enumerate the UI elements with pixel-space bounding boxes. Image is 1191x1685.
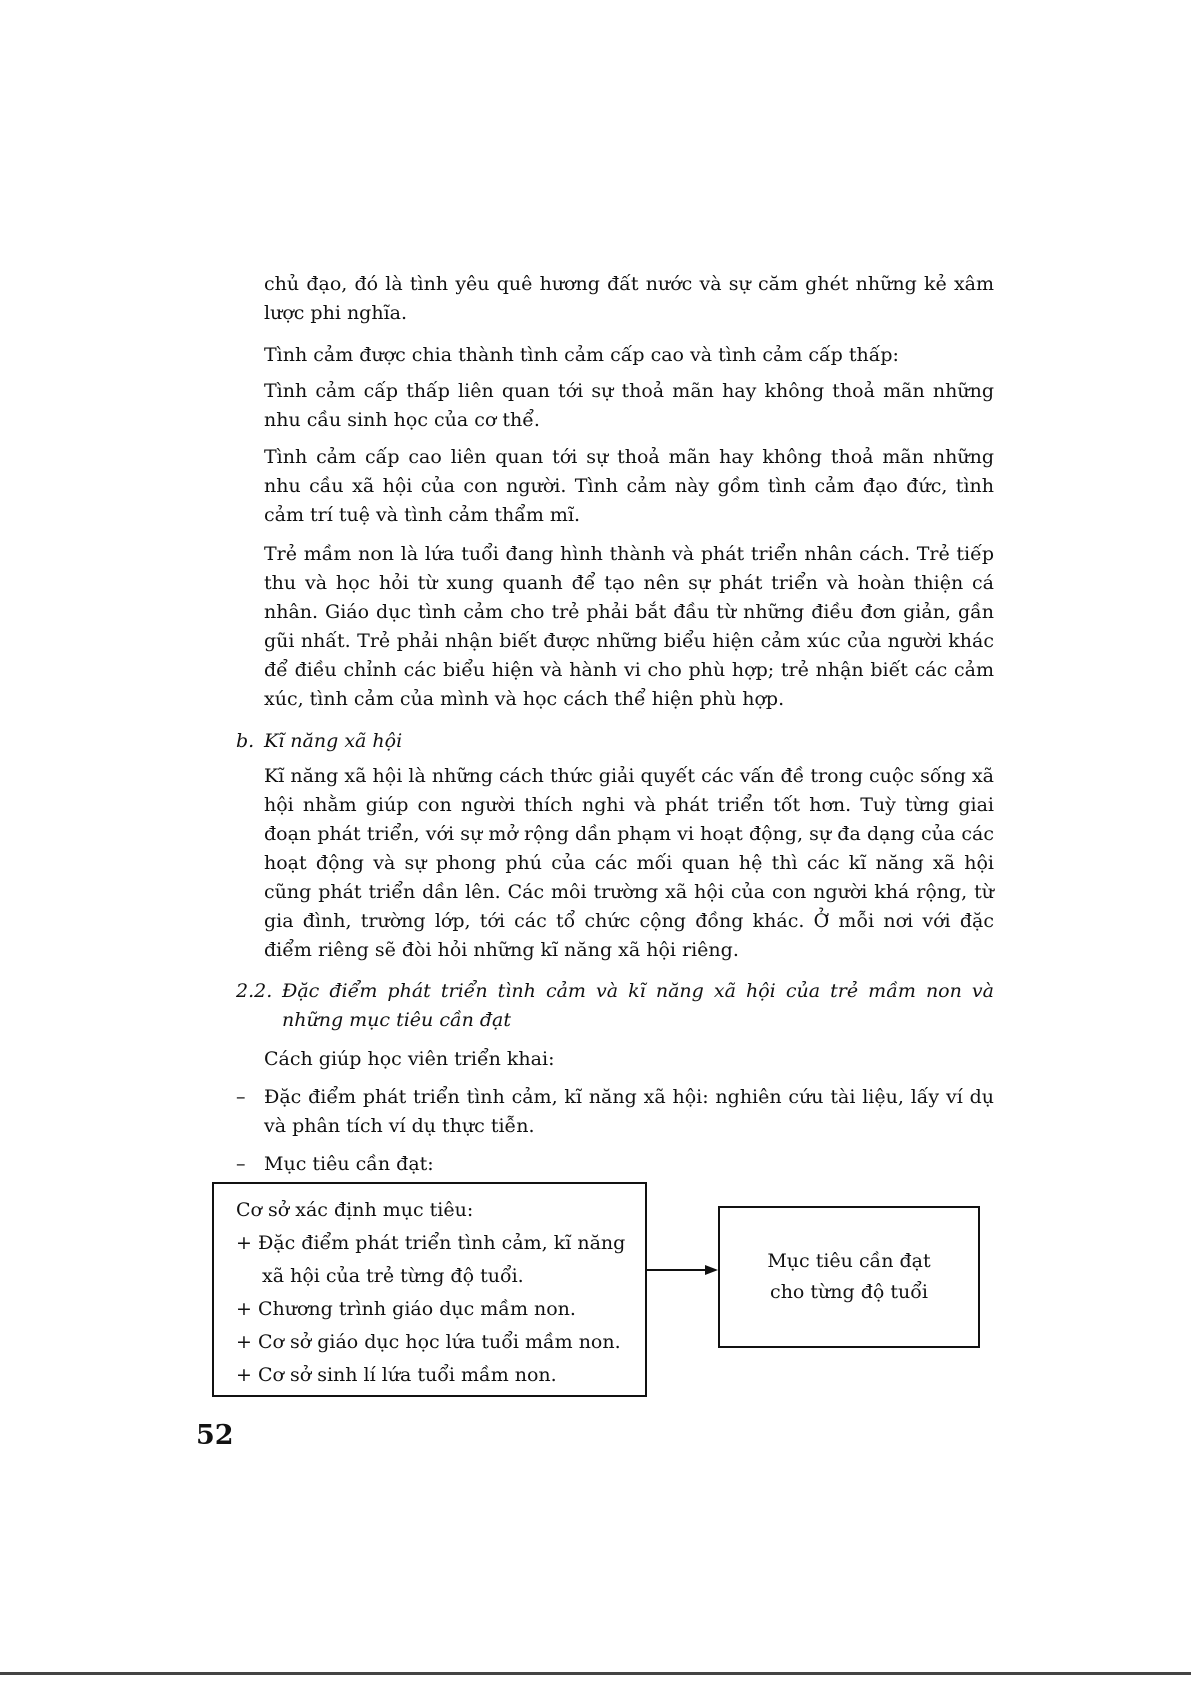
criteria-title: Cơ sở xác định mục tiêu: <box>236 1199 474 1221</box>
heading-b-label: b. <box>236 730 255 752</box>
page-number: 52 <box>196 1420 234 1451</box>
bullet-item-1: Đặc điểm phát triển tình cảm, kĩ năng xã hội: nghiên cứu tài liệu, lấy ví dụ và phân tích ví dụ thực tiễn. <box>264 1086 994 1137</box>
goal-line-2: cho từng độ tuổi <box>770 1281 928 1303</box>
criteria-item-3: + Cơ sở giáo dục học lứa tuổi mầm non. <box>236 1331 621 1353</box>
heading-22-label: 2.2. <box>236 980 273 1002</box>
paragraph-4: Tình cảm cấp cao liên quan tới sự thoả mãn hay không thoả mãn những nhu cầu xã hội của con người. Tình cảm này gồm tình cảm đạo đức, tình cảm trí tuệ và tình cảm thẩm mĩ. <box>264 446 994 526</box>
goal-box <box>718 1206 980 1348</box>
paragraph-2: Tình cảm được chia thành tình cảm cấp cao và tình cảm cấp thấp: <box>264 344 899 366</box>
criteria-item-1: + Đặc điểm phát triển tình cảm, kĩ năng <box>236 1232 626 1254</box>
paragraph-6: Kĩ năng xã hội là những cách thức giải quyết các vấn đề trong cuộc sống xã hội nhằm giúp con người thích nghi và phát triển tốt hơn. Tuỳ từng giai đoạn phát triển, với sự mở rộng dần phạm vi hoạt động, sự đa dạng của các hoạt động và sự phong phú của các mối quan hệ thì các kĩ năng xã hội cũng phát triển dần lên. Các môi trường xã hội của con người khá rộng, từ gia đình, trường lớp, tới các tổ chức cộng đồng khác. Ở mỗi nơi với đặc điểm riêng sẽ đòi hỏi những kĩ năng xã hội riêng. <box>264 765 994 961</box>
bullet-dash-1: – <box>236 1086 246 1108</box>
bullet-dash-2: – <box>236 1153 246 1175</box>
criteria-item-2: + Chương trình giáo dục mầm non. <box>236 1298 576 1320</box>
goal-line-1: Mục tiêu cần đạt <box>767 1250 931 1272</box>
paragraph-7: Cách giúp học viên triển khai: <box>264 1048 555 1070</box>
heading-b-title: Kĩ năng xã hội <box>264 730 403 752</box>
paragraph-5: Trẻ mầm non là lứa tuổi đang hình thành và phát triển nhân cách. Trẻ tiếp thu và học hỏi từ xung quanh để tạo nên sự phát triển và hoàn thiện cá nhân. Giáo dục tình cảm cho trẻ phải bắt đầu từ những điều đơn giản, gần gũi nhất. Trẻ phải nhận biết được những biểu hiện cảm xúc của người khác để điều chỉnh các biểu hiện và hành vi cho phù hợp; trẻ nhận biết các cảm xúc, tình cảm của mình và học cách thể hiện phù hợp. <box>264 543 994 710</box>
paragraph-1: chủ đạo, đó là tình yêu quê hương đất nước và sự căm ghét những kẻ xâm lược phi nghĩa. <box>264 273 994 324</box>
bottom-divider <box>0 1672 1191 1675</box>
bullet-item-2: Mục tiêu cần đạt: <box>264 1153 434 1175</box>
criteria-item-4: + Cơ sở sinh lí lứa tuổi mầm non. <box>236 1364 557 1386</box>
criteria-item-1-cont: xã hội của trẻ từng độ tuổi. <box>262 1265 524 1287</box>
arrow-right-icon <box>647 1262 719 1278</box>
criteria-box <box>212 1182 647 1397</box>
paragraph-3: Tình cảm cấp thấp liên quan tới sự thoả mãn hay không thoả mãn những nhu cầu sinh học của cơ thể. <box>264 380 994 431</box>
heading-22-title: Đặc điểm phát triển tình cảm và kĩ năng xã hội của trẻ mầm non và những mục tiêu cần đạt <box>282 980 994 1031</box>
